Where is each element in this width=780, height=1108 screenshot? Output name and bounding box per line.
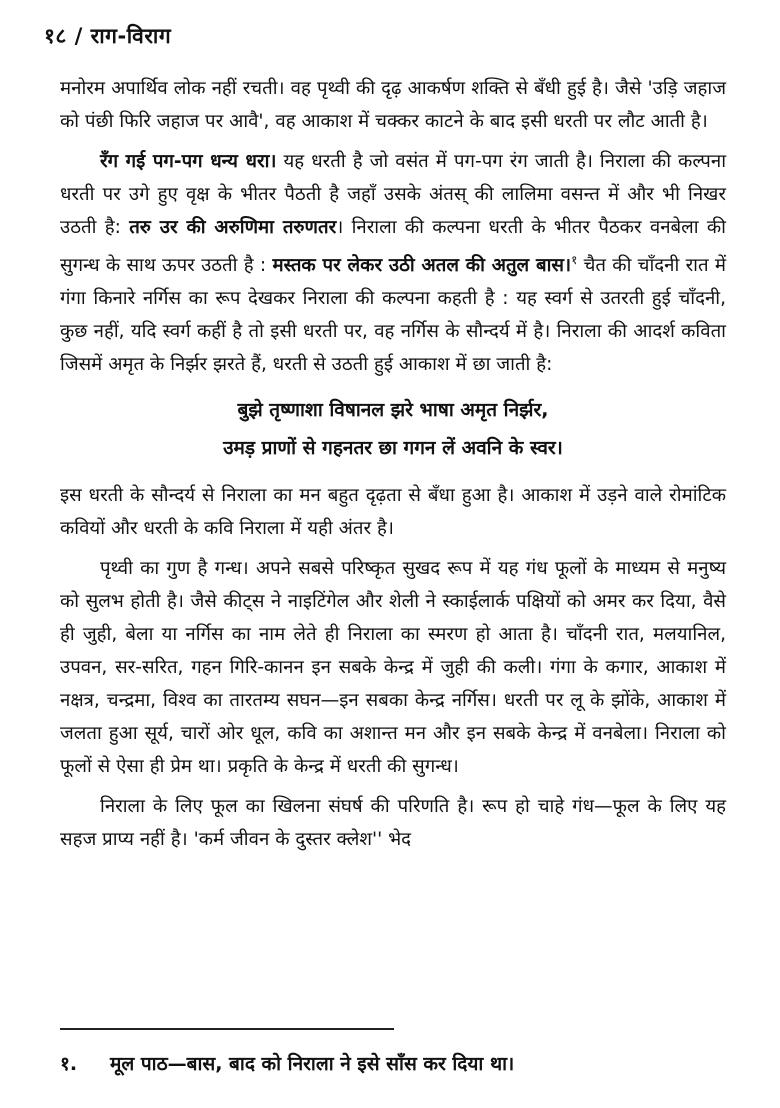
verse-line: उमड़ प्राणों से गहनतर छा गगन लें अवनि के स्वर। [223, 437, 563, 460]
paragraph: इस धरती के सौन्दर्य से निराला का मन बहुत दृढ़ता से बँधा हुआ है। आकाश में उड़ने वाले रोमांटिक कवियों और धरती के कवि निराला में यही अंतर है। [60, 485, 726, 540]
text-run: चैत की चाँदनी रात में गंगा किनारे नर्गिस का रूप देखकर निराला की कल्पना कहती है : यह स्वर्ग से उतरती हुई चाँदनी, कुछ नहीं, यदि स्वर्ग कहीं है तो इसी धरती पर, वह नर्गिस के सौन्दर्य में है। निराला की आदर्श कविता जिसमें अमृत के निर्झर झरते हैं, धरती से उठती हुई आकाश में छा जाती है: [60, 255, 726, 376]
footnote-divider [60, 1028, 394, 1030]
text-run: । निराला की कल्पना धरती के भीतर पैठकर वनबेला की सुगन्ध के साथ ऊपर उठती है : [60, 217, 726, 277]
quote-bold: रँग गई पग-पग धन्य धरा। [100, 151, 277, 172]
paragraph: मनोरम अपार्थिव लोक नहीं रचती। वह पृथ्वी की दृढ़ आकर्षण शक्ति से बँधी हुई है। जैसे 'उड़ि जहाज को पंछी फिरि जहाज पर आवै', वह आकाश में चक्कर काटने के बाद इसी धरती पर लौट आती है। [60, 78, 726, 132]
footnote [60, 1050, 514, 1076]
quote-bold: मस्तक पर लेकर उठी अतल की अतुल बास। [272, 255, 572, 277]
footnote-text: मूल पाठ—बास, बाद को निराला ने इसे साँस कर दिया था। [110, 1053, 515, 1075]
body-text [60, 72, 726, 863]
verse-line: बुझे तृष्णाशा विषानल झरे भाषा अमृत निर्झर, [237, 399, 549, 422]
verse-block [60, 391, 726, 467]
footnote-ref: १ [571, 253, 578, 267]
running-header: १८ / राग-विराग [44, 24, 172, 48]
footnote-number: १. [60, 1053, 78, 1075]
quote-bold: तरु उर की अरुणिमा तरुणतर [129, 217, 337, 238]
paragraph [60, 145, 726, 381]
paragraph: पृथ्वी का गुण है गन्ध। अपने सबसे परिष्कृत सुखद रूप में यह गंध फूलों के माध्यम से मनुष्य को सुलभ होती है। जैसे कीट्स ने नाइटिंगेल और शेली ने स्काईलार्क पक्षियों को अमर कर दिया, वैसे ही जुही, बेला या नर्गिस का नाम लेते ही निराला का स्मरण हो आता है। चाँदनी रात, मलयानिल, उपवन, सर-सरित, गहन गिरि-कानन इन सबके केन्द्र में जुही की कली। गंगा के कगार, आकाश में नक्षत्र, चन्द्रमा, विश्व का तारतम्य सघन—इन सबका केन्द्र नर्गिस। धरती पर लू के झोंके, आकाश में जलता हुआ सूर्य, चारों ओर धूल, कवि का अशान्त मन और इन सबके केन्द्र में वनबेला। निराला को फूलों से ऐसा ही प्रेम था। प्रकृति के केन्द्र में धरती की सुगन्ध। [60, 558, 726, 778]
paragraph: निराला के लिए फूल का खिलना संघर्ष की परिणति है। रूप हो चाहे गंध—फूल के लिए यह सहज प्राप्य नहीं है। 'कर्म जीवन के दुस्तर क्लेश'' भेद [60, 796, 726, 851]
text-run: यह धरती है जो वसंत में पग-पग रंग जाती है। निराला की कल्पना धरती पर उगे हुए वृक्ष के भीतर पैठती है जहाँ उसके अंतस् की लालिमा वसन्त में और भी निखर उठती है: [60, 151, 727, 238]
